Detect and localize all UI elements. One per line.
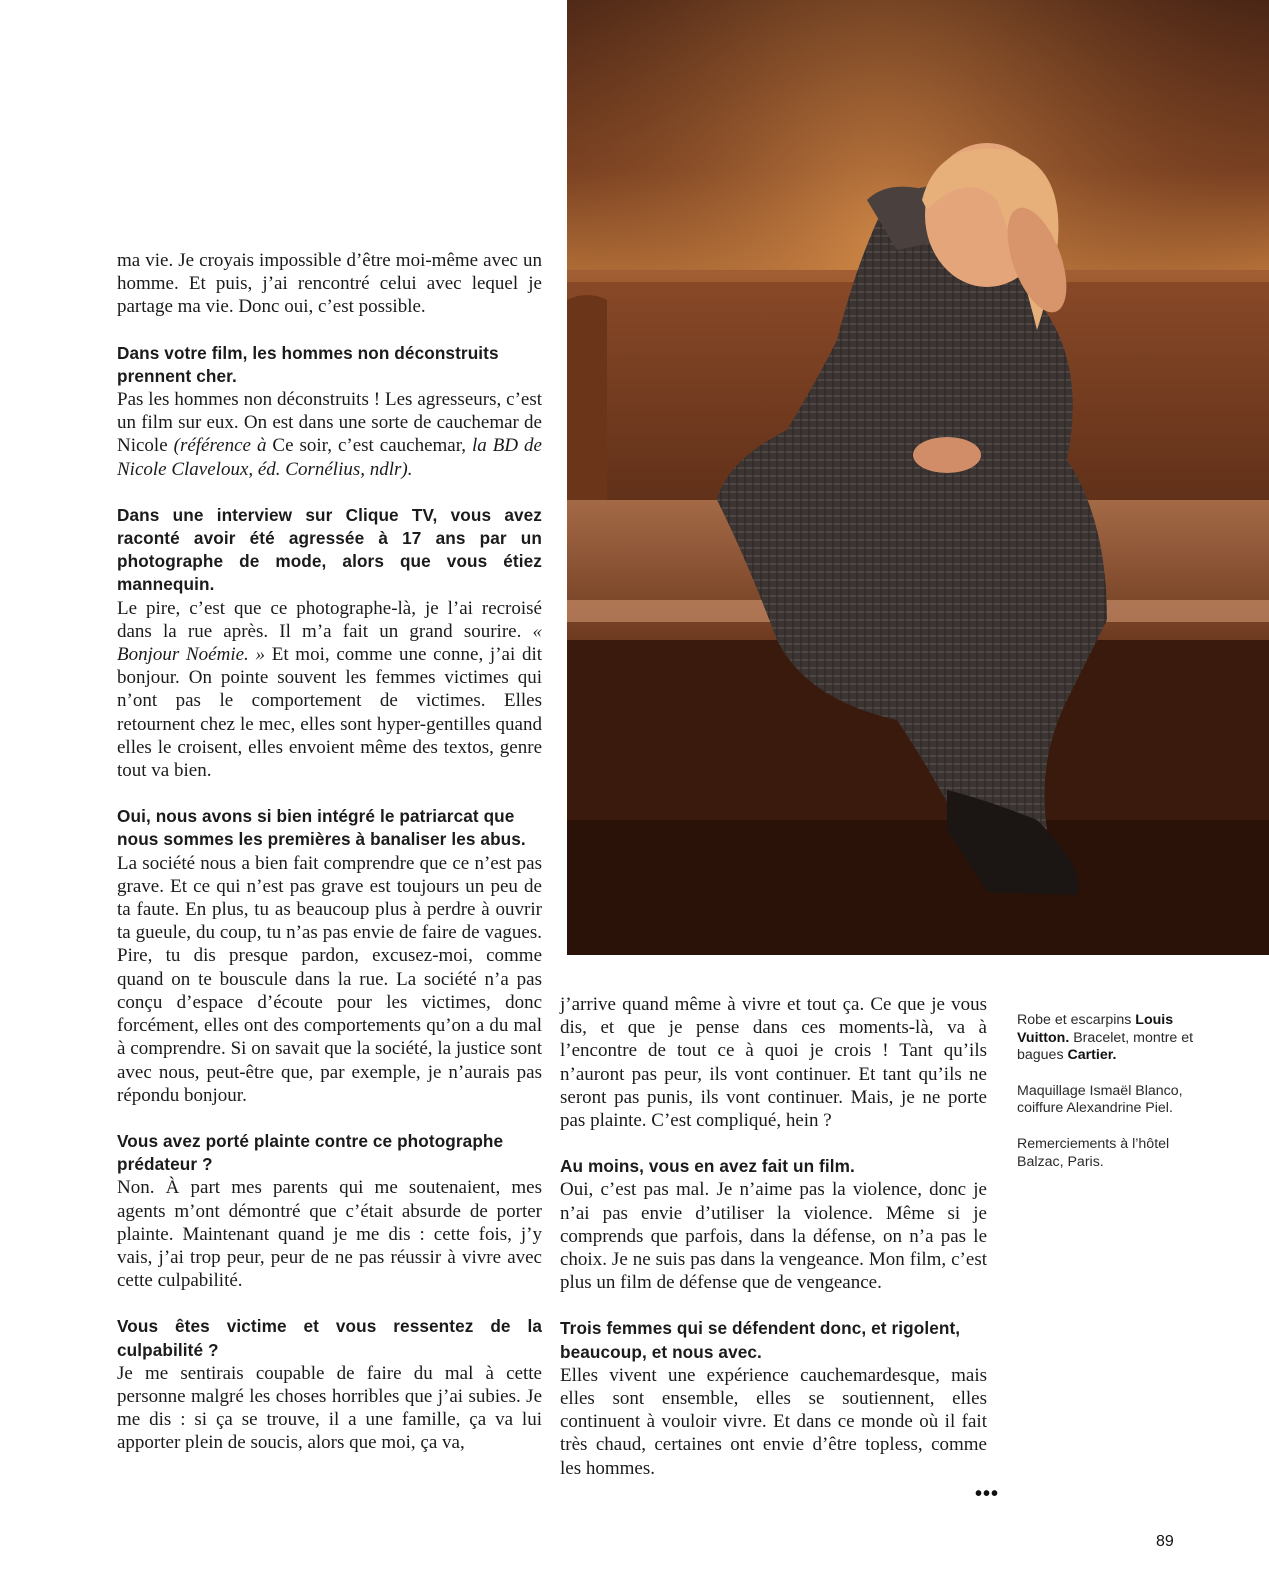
credit-text: Robe et escarpins [1017, 1012, 1136, 1028]
credit-text: Bracelet, montre et bagues [1017, 1029, 1194, 1064]
answer-text: Le pire, c’est que ce photographe-là, je l’ai recroisé dans la rue après. Il m’a fait un grand sourire. [117, 597, 542, 642]
interview-question: Vous avez porté plainte contre ce photographe prédateur ? [117, 1130, 504, 1175]
credit-thanks: Remerciements à l’hôtel Balzac, Paris. [1017, 1135, 1170, 1170]
photo-credits [1017, 1012, 1217, 1189]
credit-wardrobe [1017, 1012, 1217, 1065]
interview-answer: Non. À part mes parents qui me soutenaient, mes agents m’ont démontré que c’était absurde de porter plainte. Maintenant quand je me dis : cette fois, j’y vais, j’ai trop peur, peur de ne pas réussir à vivre avec cette culpabilité. [117, 1177, 542, 1292]
interview-question: Au moins, vous en avez fait un film. [560, 1156, 855, 1177]
page-number: 89 [1156, 1533, 1174, 1550]
article-column-left [117, 249, 542, 1455]
credit-brand: Louis Vuitton. [1017, 1012, 1174, 1046]
answer-italic: la BD de Nicole Claveloux, éd. Cornélius, ndlr). [117, 435, 542, 480]
answer-text: Et moi, comme une conne, j’ai dit bonjour. On pointe souvent les femmes victimes qui n’ont pas le comportement de victimes. Elles retournent chez le mec, elles sont hyper-gentilles quand elles le croisent, elles envoient même des textos, genre tout va bien. [117, 644, 542, 782]
interview-answer: Elles vivent une expérience cauchemardesque, mais elles sont ensemble, elles se soutiennent, elles continuent à vouloir vivre. Et dans ce monde où il fait très chaud, certaines ont envie d’être topless, comme les hommes. [560, 1364, 987, 1479]
credit-brand: Cartier. [1067, 1047, 1117, 1064]
portrait-photo [567, 0, 1269, 955]
answer-text: Ce soir, c’est cauchemar, [266, 435, 473, 457]
interview-answer [117, 388, 542, 481]
interview-question: Dans une interview sur Clique TV, vous avez raconté avoir été agressée à 17 ans par un photographe de mode, alors que vous étiez mannequin. [117, 504, 542, 595]
answer-text: Pas les hommes non déconstruits ! Les agresseurs, c’est un film sur eux. On est dans une sorte de cauchemar de Nicole [117, 389, 542, 457]
answer-italic: (référence à [173, 435, 267, 457]
interview-question: Oui, nous avons si bien intégré le patriarcat que nous sommes les premières à banaliser les abus. [117, 806, 526, 850]
interview-answer: La société nous a bien fait comprendre que ce n’est pas grave. Et ce qui n’est pas grave est toujours un peu de ta faute. En plus, tu as beaucoup plus à perdre à ouvrir ta gueule, du coup, tu n’as pas envie de faire de vagues. Pire, tu dis presque pardon, excusez-moi, comme quand on te bouscule dans la rue. La société n’a pas conçu d’espace d’écoute pour les victimes, donc forcément, elles ont des comportements qu’on a du mal à comprendre. Si on savait que la société, la justice sont avec nous, peut-être que, par exemple, je n’aurais pas répondu bonjour. [117, 852, 542, 1106]
answer-italic: « Bonjour Noémie. » [117, 620, 542, 666]
paragraph: j’arrive quand même à vivre et tout ça. Ce que je vous dis, et que je pense dans ces moments-là, va à l’encontre de tout ce à quoi je crois ! Tant qu’ils n’auront pas peur, ils vont continuer. Et tant qu’ils ne seront pas punis, ils vont continuer. Mais, je ne porte pas plainte. C’est compliqué, hein ? [560, 994, 987, 1132]
interview-answer: Oui, c’est pas mal. Je n’aime pas la violence, donc je n’ai pas envie d’utiliser la violence. Même si je comprends que parfois, dans la défense, on n’a pas le choix. Je ne suis pas dans la vengeance. Mon film, c’est plus un film de défense que de vengeance. [560, 1179, 987, 1294]
credit-makeup-hair: Maquillage Ismaël Blanco, coiffure Alexandrine Piel. [1017, 1082, 1183, 1117]
portrait-illustration [567, 0, 1269, 955]
interview-question: Dans votre film, les hommes non déconstruits prennent cher. [117, 342, 499, 386]
interview-answer: Je me sentirais coupable de faire du mal à cette personne malgré les choses horribles que j’ai subies. Je me dis : si ça se trouve, il a une famille, ça va lui apporter plein de soucis, alors que moi, ça va, [117, 1362, 542, 1454]
end-of-article-mark: ••• [975, 1483, 1000, 1505]
article-column-right [560, 993, 987, 1480]
interview-question: Trois femmes qui se défendent donc, et rigolent, beaucoup, et nous avec. [560, 1318, 961, 1362]
paragraph: ma vie. Je croyais impossible d’être moi-même avec un homme. Et puis, j’ai rencontré celui avec lequel je partage ma vie. Donc oui, c’est possible. [117, 250, 542, 318]
interview-question: Vous êtes victime et vous ressentez de la culpabilité ? [117, 1316, 542, 1360]
interview-answer [117, 597, 542, 783]
